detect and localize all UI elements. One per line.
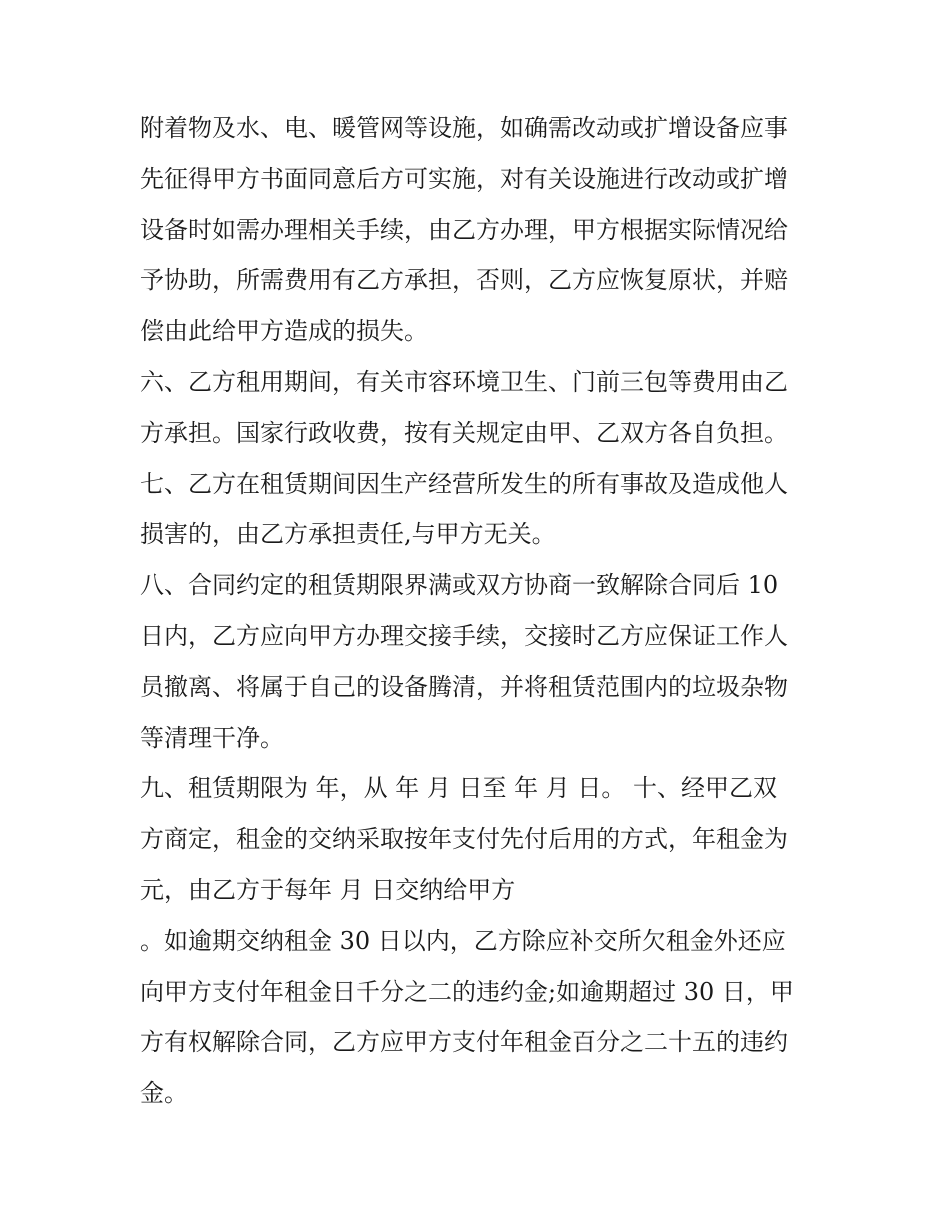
text-line: 设备时如需办理相关手续，由乙方办理，甲方根据实际情况给 bbox=[140, 215, 788, 244]
text-line: 元，由乙方于每年 月 日交纳给甲方 bbox=[140, 875, 516, 904]
text-line: 予协助，所需费用有乙方承担，否则，乙方应恢复原状，并赔 bbox=[140, 266, 788, 295]
text-line: 员撤离、将属于自己的设备腾清，并将租赁范围内的垃圾杂物 bbox=[140, 672, 788, 701]
text-line: 先征得甲方书面同意后方可实施，对有关设施进行改动或扩增 bbox=[140, 164, 788, 193]
text-line: 。如逾期交纳租金 30 日以内，乙方除应补交所欠租金外还应 bbox=[140, 926, 786, 955]
clause-nine-line: 九、租赁期限为 年，从 年 月 日至 年 月 日。 十、经甲乙双 bbox=[140, 774, 778, 803]
text-line: 向甲方支付年租金日千分之二的违约金;如逾期超过 30 日，甲 bbox=[140, 977, 794, 1006]
text-line: 方商定，租金的交纳采取按年支付先付后用的方式，年租金为 bbox=[140, 825, 788, 854]
text-line: 偿由此给甲方造成的损失。 bbox=[140, 317, 428, 346]
clause-seven-line: 七、乙方在租赁期间因生产经营所发生的所有事故及造成他人 bbox=[140, 469, 788, 498]
clause-six-line: 六、乙方租用期间，有关市容环境卫生、门前三包等费用由乙 bbox=[140, 367, 788, 396]
text-line: 损害的，由乙方承担责任,与甲方无关。 bbox=[140, 520, 556, 549]
clause-eight-line: 八、合同约定的租赁期限界满或双方协商一致解除合同后 10 bbox=[140, 571, 779, 600]
contract-text-body bbox=[140, 103, 820, 1119]
text-line: 等清理干净。 bbox=[140, 723, 284, 752]
text-line: 日内，乙方应向甲方办理交接手续，交接时乙方应保证工作人 bbox=[140, 621, 788, 650]
text-line: 金。 bbox=[140, 1079, 188, 1108]
text-line: 方有权解除合同，乙方应甲方支付年租金百分之二十五的违约 bbox=[140, 1028, 788, 1057]
text-line: 方承担。国家行政收费，按有关规定由甲、乙双方各自负担。 bbox=[140, 418, 788, 447]
text-line: 附着物及水、电、暖管网等设施，如确需改动或扩增设备应事 bbox=[140, 114, 788, 142]
